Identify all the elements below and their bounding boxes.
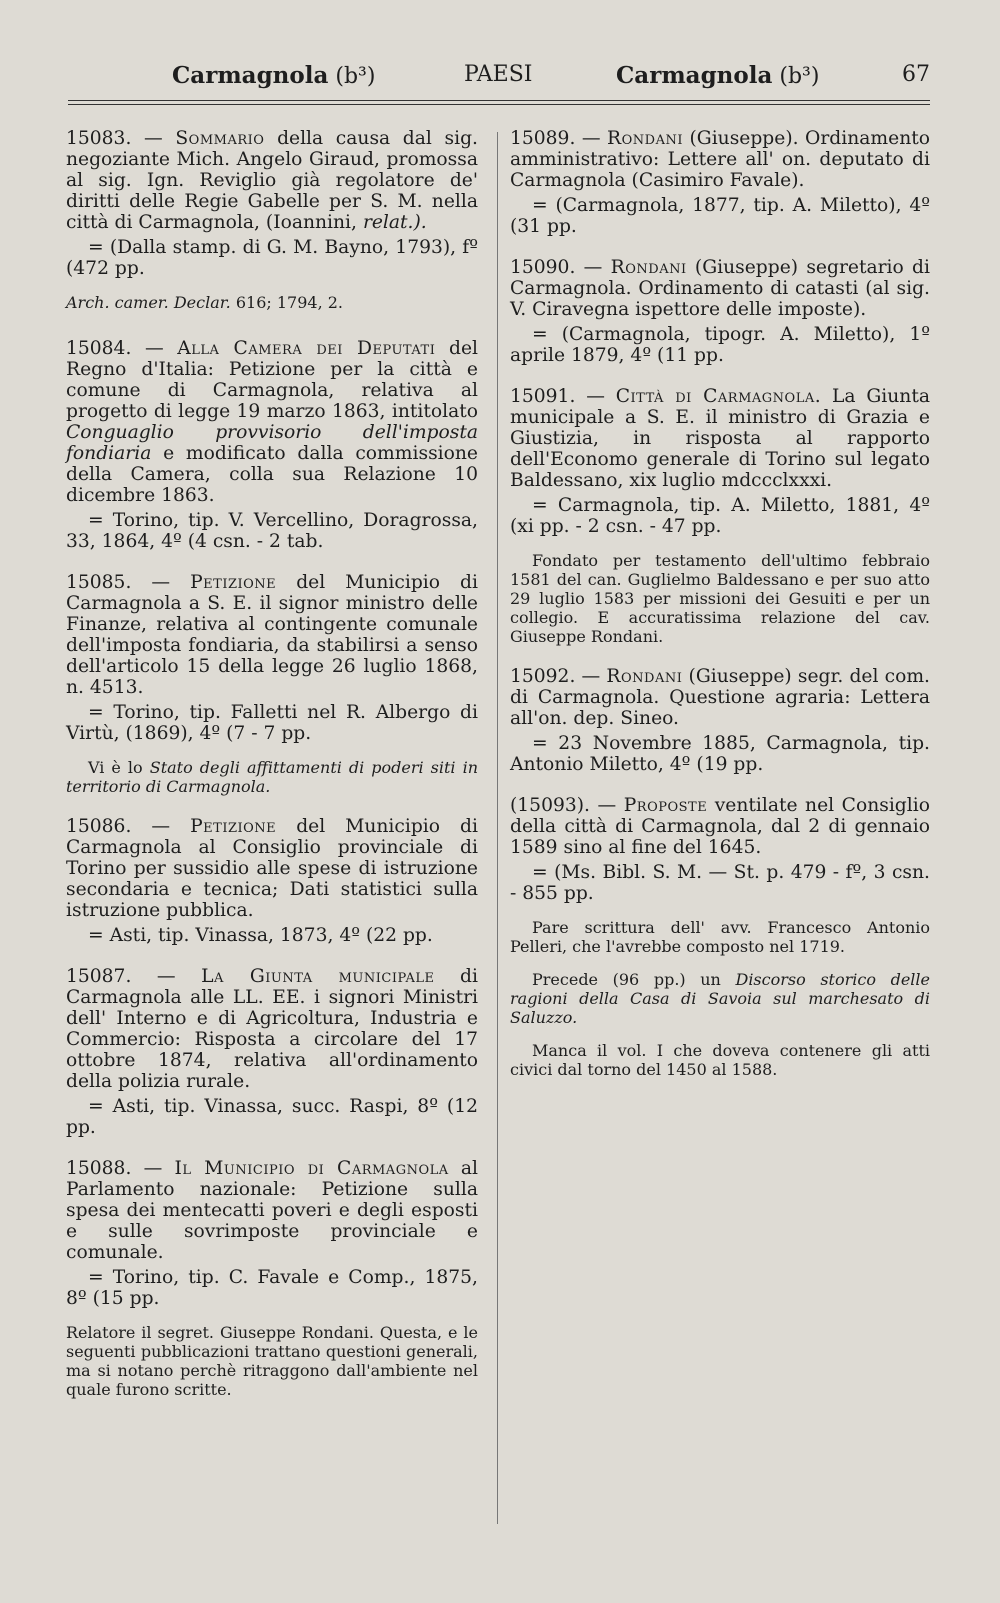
entry-imprint: = Carmagnola, tip. A. Miletto, 1881, 4º (xi pp. - 2 csn. - 47 pp. (510, 495, 930, 537)
entry-imprint: = (Carmagnola, tipogr. A. Miletto), 1º aprile 1879, 4º (11 pp. (510, 324, 930, 366)
entry-text: 15088. — Il Municipio di Carmagnola al Parlamento nazionale: Petizione sulla spesa dei mentecatti poveri e degli esposti e sulle sovrimposte provinciale e comunale. (66, 1158, 478, 1263)
entry-note: Relatore il segret. Giuseppe Rondani. Questa, e le seguenti pubblicazioni trattano questioni generali, ma si notano perchè ritraggono dall'ambiente nel quale furono scritte. (66, 1323, 478, 1399)
header-center: PAESI (464, 62, 533, 87)
entry-15087 (66, 966, 478, 1138)
entry-text: 15090. — Rondani (Giuseppe) segretario di Carmagnola. Ordinamento di catasti (al sig. V. Ciravegna ispettore delle imposte). (510, 257, 930, 320)
entry-text: 15087. — La Giunta municipale di Carmagnola alle LL. EE. i signori Ministri dell' Interno e di Agricoltura, Industria e Commercio: Risposta a circolare del 17 ottobre 1874, relativa all'ordinamento della polizia rurale. (66, 966, 478, 1092)
entry-15093 (510, 795, 930, 1079)
entry-imprint: = 23 Novembre 1885, Carmagnola, tip. Antonio Miletto, 4º (19 pp. (510, 733, 930, 775)
left-column (66, 128, 478, 1419)
running-head (68, 62, 930, 98)
header-rule-double (68, 104, 930, 105)
entry-15089 (510, 128, 930, 237)
entry-15088 (66, 1158, 478, 1399)
entry-note: Fondato per testamento dell'ultimo febbraio 1581 del can. Guglielmo Baldessano e per suo atto 29 luglio 1583 per missioni dei Gesuiti e per un collegio. E accuratissima relazione del cav. Giuseppe Rondani. (510, 551, 930, 646)
entry-text: 15083. — Sommario della causa dal sig. negoziante Mich. Angelo Giraud, promossa al sig. Ign. Reviglio già regolatore de' diritti delle Regie Gabelle per S. M. nella città di Carmagnola, (Ioannini, relat.). (66, 128, 478, 233)
entry-imprint: = (Dalla stamp. di G. M. Bayno, 1793), fº (472 pp. (66, 237, 478, 279)
column-divider (497, 132, 498, 1524)
entry-note: Vi è lo Stato degli affittamenti di poderi siti in territorio di Carmagnola. (66, 758, 479, 796)
header-right: Carmagnola (b³) (616, 62, 820, 89)
entry-imprint: = Asti, tip. Vinassa, succ. Raspi, 8º (12 pp. (66, 1096, 478, 1138)
entry-text: 15084. — Alla Camera dei Deputati del Regno d'Italia: Petizione per la città e comune di Carmagnola, relativa al progetto di legge 19 marzo 1863, intitolato Conguaglio provvisorio dell'imposta fondiaria e modificato dalla commissione della Camera, colla sua Relazione 10 dicembre 1863. (66, 338, 478, 506)
entry-imprint: = (Ms. Bibl. S. M. — St. p. 479 - fº, 3 csn. - 855 pp. (510, 862, 930, 904)
entry-text: 15085. — Petizione del Municipio di Carmagnola a S. E. il signor ministro delle Finanze, relativa al contingente comunale dell'imposta fondiaria, da stabilirsi a senso dell'articolo 15 della legge 26 luglio 1868, n. 4513. (66, 572, 478, 698)
entry-text: (15093). — Proposte ventilate nel Consiglio della città di Carmagnola, dal 2 di gennaio 1589 sino al fine del 1645. (510, 795, 930, 858)
entry-note-manca: Manca il vol. I che doveva contenere gli atti civici dal torno del 1450 al 1588. (510, 1041, 930, 1079)
entry-15092 (510, 666, 930, 775)
entry-15083 (66, 128, 478, 312)
right-column (510, 128, 930, 1099)
entry-15091 (510, 386, 930, 646)
entry-text: 15092. — Rondani (Giuseppe) segr. del com. di Carmagnola. Questione agraria: Lettera all'on. dep. Sineo. (510, 666, 930, 729)
entry-text: 15086. — Petizione del Municipio di Carmagnola al Consiglio provinciale di Torino per sussidio alle spese di istruzione secondaria e tecnica; Dati statistici sulla istruzione pubblica. (66, 816, 478, 921)
entry-note: Arch. camer. Declar. 616; 1794, 2. (66, 293, 343, 312)
entry-15086 (66, 816, 478, 946)
entry-15084 (66, 338, 478, 552)
entry-imprint: = Asti, tip. Vinassa, 1873, 4º (22 pp. (88, 925, 433, 946)
entry-imprint: = Torino, tip. V. Vercellino, Doragrossa, 33, 1864, 4º (4 csn. - 2 tab. (66, 510, 478, 552)
header-left: Carmagnola (b³) (172, 62, 376, 89)
entry-imprint: = Torino, tip. C. Favale e Comp., 1875, 8º (15 pp. (66, 1267, 478, 1309)
entry-imprint: = Torino, tip. Falletti nel R. Albergo di Virtù, (1869), 4º (7 - 7 pp. (66, 702, 478, 744)
header-rule (68, 100, 930, 101)
entry-text: 15091. — Città di Carmagnola. La Giunta municipale a S. E. il ministro di Grazia e Giustizia, in risposta al rapporto dell'Economo generale di Torino sul legato Baldessano, xix luglio mdccclxxxi. (510, 386, 930, 491)
entry-imprint: = (Carmagnola, 1877, tip. A. Miletto), 4º (31 pp. (510, 195, 930, 237)
entry-15090 (510, 257, 930, 366)
page-number: 67 (902, 62, 930, 87)
entry-text: 15089. — Rondani (Giuseppe). Ordinamento amministrativo: Lettere all' on. deputato di Carmagnola (Casimiro Favale). (510, 128, 930, 191)
entry-note: Pare scrittura dell' avv. Francesco Antonio Pelleri, che l'avrebbe composto nel 1719. (510, 918, 930, 956)
entry-15085 (66, 572, 478, 796)
entry-note-precede: Precede (96 pp.) un Discorso storico delle ragioni della Casa di Savoia sul marchesato di Saluzzo. (510, 970, 930, 1027)
